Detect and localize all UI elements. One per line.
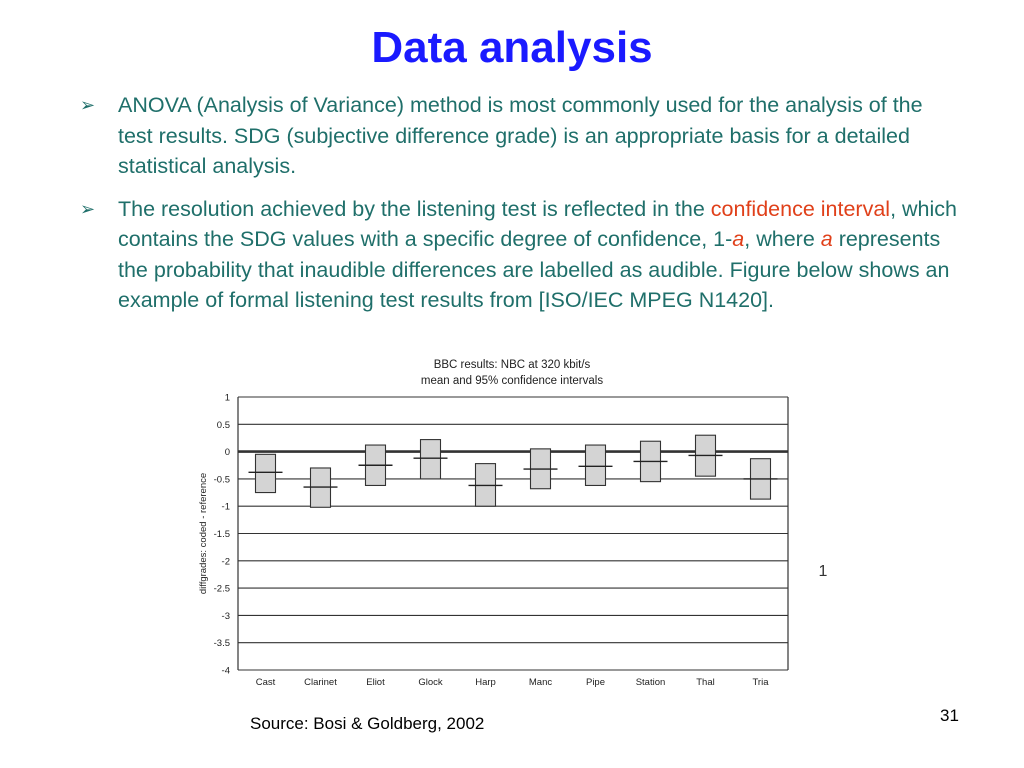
confidence-box xyxy=(586,445,606,485)
arrow-bullet-icon: ➢ xyxy=(80,198,96,219)
y-tick-label: 0.5 xyxy=(216,419,230,431)
bullet-text: ANOVA (Analysis of Variance) method is most commonly used for the analysis of the test results. SDG (subjective difference grade) is an appropriate basis for a detailed statistical analysis. xyxy=(118,93,923,178)
confidence-box xyxy=(256,454,276,492)
chart-figure xyxy=(170,352,848,698)
y-tick-label: -4 xyxy=(221,665,230,677)
alpha-symbol: a xyxy=(820,227,833,251)
y-tick-label: -2 xyxy=(221,556,230,568)
bullet-text-part: The resolution achieved by the listening test is reflected in the xyxy=(118,196,711,221)
x-tick-label: Eliot xyxy=(366,677,385,688)
bullet-item-resolution xyxy=(80,194,960,316)
y-tick-label: -1 xyxy=(221,501,230,513)
arrow-bullet-icon: ➢ xyxy=(80,95,96,115)
x-tick-label: Manc xyxy=(528,677,553,688)
bullet-text-part: , where xyxy=(744,227,821,251)
confidence-box xyxy=(421,440,441,479)
side-label: 1 xyxy=(818,563,828,580)
y-tick-label: -3.5 xyxy=(213,638,230,650)
chart-subtitle: mean and 95% confidence intervals xyxy=(420,375,604,387)
x-tick-label: Station xyxy=(635,677,666,688)
y-tick-label: -2.5 xyxy=(213,583,230,595)
x-tick-label: Clarinet xyxy=(304,677,337,688)
x-tick-label: Glock xyxy=(418,677,443,688)
x-tick-label: Thal xyxy=(696,677,715,688)
bullet-text-part: , which contains the SDG values with a specific degree of confidence, 1- xyxy=(118,196,957,251)
chart-title: BBC results: NBC at 320 kbit/s xyxy=(433,359,591,371)
source-citation: Source: Bosi & Goldberg, 2002 xyxy=(250,714,485,733)
bullet-list xyxy=(80,90,960,328)
x-tick-label: Cast xyxy=(255,677,276,688)
bullet-text-part: represents the probability that inaudible differences are labelled as audible. Figure below shows an example of formal listening test results from [ISO/IEC MPEG N1420]. xyxy=(118,227,950,312)
y-axis-label: diffgrades: coded - reference xyxy=(198,472,209,595)
y-tick-label: -3 xyxy=(221,610,230,622)
y-tick-label: -1.5 xyxy=(213,529,230,540)
x-tick-label: Tria xyxy=(752,677,769,688)
y-tick-label: -0.5 xyxy=(213,474,230,486)
page-number: 31 xyxy=(940,706,959,725)
slide-title: Data analysis xyxy=(371,23,653,72)
y-tick-label: 0 xyxy=(224,447,230,459)
confidence-interval-chart xyxy=(170,352,848,698)
confidence-interval-term: confidence interval xyxy=(710,196,891,221)
bullet-item-anova xyxy=(80,90,960,182)
y-tick-label: 1 xyxy=(224,392,230,404)
x-tick-label: Harp xyxy=(475,677,496,688)
x-tick-label: Pipe xyxy=(585,677,606,688)
alpha-symbol: a xyxy=(732,227,745,251)
